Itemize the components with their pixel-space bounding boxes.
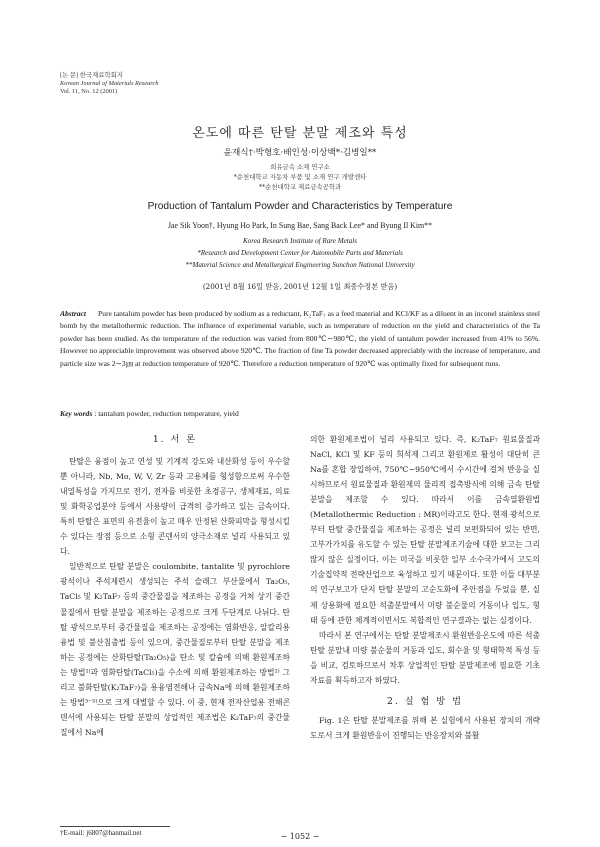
received-dates: (2001년 8월 16일 받음, 2001년 12월 1일 최종수정본 받음)	[202, 282, 398, 291]
journal-header	[60, 72, 159, 96]
journal-volume: Vol. 11, No. 12 (2001)	[60, 88, 118, 95]
abstract-label: Abstract	[60, 309, 86, 318]
experiment-paragraph-1: Fig. 1은 탄탈 분말제조를 위해 본 실험에서 사용된 장치의 개략도로서 크게 환원반응이 진행되는 반응장치와 불활	[310, 715, 540, 740]
intro-paragraph-2: 일반적으로 탄탈 분말은 coulombite, tantalite 및 pyrochlore광석이나 주석제련시 생성되는 주석 슬래그 부산물에서 Ta₂O₅, TaCl₅ 및 K₂TaF₇ 등의 중간물질을 제조하는 공정을 거쳐 상기 중간물질에서 탄탈 분말을 제조하는 공정으로 크게 두단계로 나뉘다. 탄탈 광석으로부터 중간물질을 제조하는 공정에는 염화반응, 알칼리용융법 및 불산침출법 등이 있으며, 중간물질로부터 탄탈 분말을 제조하는 공정에는 산화탄탈(Ta₂O₅)을 탄소 및 칼슘에 의해 환원제조하는 방법¹⁾과 염화탄탈(TaCl₅)을 수소에 의해 환원제조하는 방법²⁾ 그리고 불화탄탈(K₂TaF₇)을 용융염전해나 금속Na에 의해 환원제조하는 방법³⁻⁵⁾으로 크게 대별할 수 있다. 이 중, 현재 전자산업용 전해콘덴서에 사용되는 탄탈 분말의 상업적인 제조법은 K₂TaF₇의 중간물질에서 Na에	[60, 562, 290, 737]
left-column	[60, 432, 290, 740]
affiliation-ko-1: 희유금속 소재 연구소	[270, 163, 330, 171]
intro-paragraph-3: 의한 환원제조법이 널리 사용되고 있다. 즉, K₂TaF₇ 원료물질과 NaCl, KCl 및 KF 등의 희석제 그리고 환원제로 활성이 대단히 큰 Na를 혼합 장입하여, 750℃∼950℃에서 수시간에 걸쳐 반응을 실시하므로서 원료물질과 환원제의 물리적 접촉방식에 의해 금속 탄탈 분말을 제조할 수 있다. 따라서 이를 금속열환원법(Metallothermic Reduction : MR)이라고도 한다. 현재 광석으로부터 탄탈 중간물질을 제조하는 공정은 널리 보편화되어 있는 반면, 고부가가치를 유도할 수 있는 탄탈 분말제조기술에 대한 보고는 그리 많지 않은 실정이다. 이는 미국을 비롯한 일부 소수국가에서 고도의 기술집약적 전략산업으로 육성하고 있기 때문이다. 또한 이들 대부분의 연구보고가 단지 탄탈 분말의 고순도화에 주안점을 두었을 뿐, 실제 상용화에 필요한 석출분말에서 미량 불순물의 거동이나 입도, 형태 등에 관한 체계적이면서도 복합적인 연구결과는 없는 실정이다.	[310, 435, 540, 625]
keywords-text: : tantalum powder, reduction temperature, yield	[94, 409, 239, 418]
affiliation-en-1: Korea Research Institute of Rare Metals	[242, 237, 358, 245]
intro-paragraph-4: 따라서 본 연구에서는 탄탈 분말제조시 환원반응온도에 따른 석출 탄탈 분말내 미량 불순물의 거동과 입도, 회수율 및 형태학적 특성 등을 비교, 검토하므로서 차후 상업적인 탄탈 분말제조에 필요한 기초자료를 획득하고자 하였다.	[310, 630, 540, 685]
paper-title-en: Production of Tantalum Powder and Characteristics by Temperature	[147, 201, 453, 212]
section-heading-experiment: 2. 실 험 방 법	[387, 695, 463, 707]
section-heading-introduction: 1. 서 론	[152, 434, 198, 445]
journal-label: [논 문] 한국재료학회지	[60, 72, 124, 79]
footnote-divider	[60, 826, 170, 827]
affiliation-ko-3: **순천대학교 재료금속공학과	[258, 183, 342, 191]
abstract	[60, 308, 540, 370]
journal-name-en: Korean Journal of Materials Research	[60, 80, 159, 87]
page-number: − 1052 −	[280, 832, 320, 841]
keywords	[60, 409, 540, 418]
affiliation-en-3: **Material Science and Metallurgical Engineering Sunchon National University	[185, 261, 415, 269]
authors-ko: 윤재식†·박형호·배인성·이상백*·김병일**	[223, 148, 377, 158]
right-column	[310, 432, 540, 743]
affiliation-ko-2: *순천대학교 자동차 부품 및 소재 연구 개발센타	[233, 173, 367, 181]
paper-title-ko: 온도에 따른 탄탈 분말 제조와 특성	[192, 126, 408, 141]
abstract-text: Pure tantalum powder has been produced by sodium as a reductant, K₂TaF₇ as a feed material and KCl/KF as a diluent in an inconel stainless steel bomb by the metallothermic reduction. The influence of experimental variable, such as temperature of reduction on the yield and characteristics of the Ta powder has been studied. As the temperature of the reduction was varied from 800℃∼980℃, the yield of tantalum powder increased from 41% to 56%. However no appreciable improvement was observed above 920℃. The fraction of fine Ta powder decreased appreciably with the increase of temperature, and particle size was 2∼3㎛ at reduction temperature of 920℃. Therefore a reduction temperature of 920℃ was optimally fixed for subsequent runs.	[60, 309, 540, 368]
authors-en: Jae Sik Yoon†, Hyung Ho Park, In Sung Bae, Sang Back Lee* and Byung Il Kim**	[167, 221, 433, 230]
affiliation-en-2: *Research and Development Center for Automobile Parts and Materials	[197, 249, 403, 257]
footnote-email: †E-mail: j6807@hanmail.net	[60, 829, 142, 837]
intro-paragraph-1: 탄탈은 융점이 높고 연성 및 기계적 강도와 내산화성 등이 우수할 뿐 아니라, Nb, Mo, W, V, Zr 등과 고용체를 형성함으로써 우수한 내열특성을 가지므로 전기, 전자를 비롯한 초경공구, 생체재료, 의료 및 화학공업분야 등에서 사용량이 급격히 증가하고 있는 금속이다. 특히 탄탈은 표면의 유전율이 높고 매우 안정된 산화피막을 형성시킬 수 있다는 장점 등으로 소형 콘덴서의 양극소재로 널리 사용되고 있다.	[60, 457, 290, 557]
keywords-label: Key words	[60, 409, 93, 418]
